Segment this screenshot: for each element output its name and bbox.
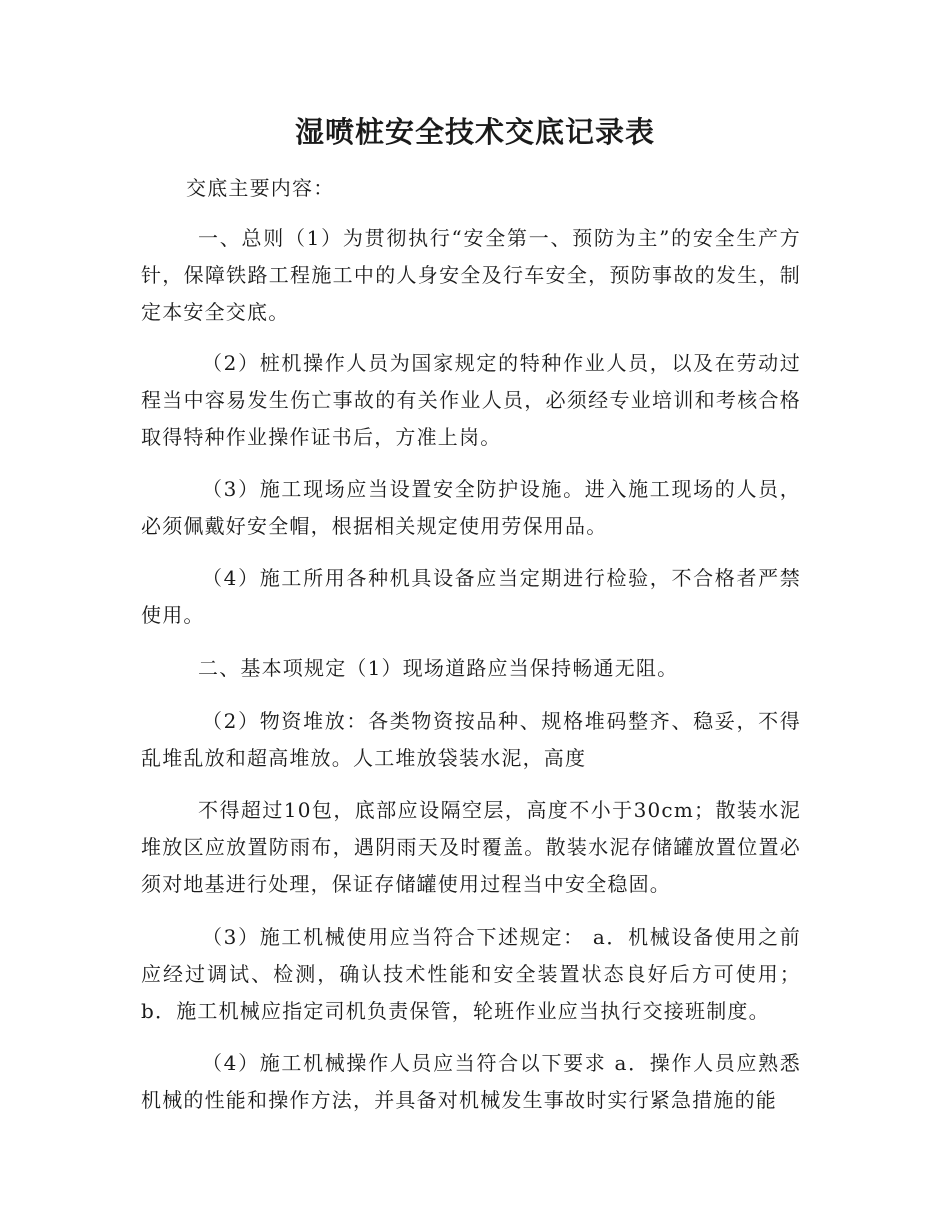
paragraph-basic-4: （4）施工机械操作人员应当符合以下要求 a．操作人员应熟悉机械的性能和操作方法，并具备对机械发生事故时实行紧急措施的能 (141, 1051, 801, 1112)
paragraph-basic-2: （2）物资堆放：各类物资按品种、规格堆码整齐、稳妥，不得乱堆乱放和超高堆放。人工堆放袋装水泥，高度 (141, 709, 801, 770)
paragraph-general-1: 一、总则（1）为贯彻执行“安全第一、预防为主”的安全生产方针，保障铁路工程施工中的人身安全及行车安全，预防事故的发生，制定本安全交底。 (141, 226, 801, 324)
intro-label: 交底主要内容： (186, 176, 335, 200)
paragraph-general-2: （2）桩机操作人员为国家规定的特种作业人员，以及在劳动过程当中容易发生伤亡事故的有关作业人员，必须经专业培训和考核合格取得特种作业操作证书后，方准上岗。 (141, 351, 801, 449)
document-title: 湿喷桩安全技术交底记录表 (294, 115, 655, 149)
paragraph-basic-3: （3）施工机械使用应当符合下述规定： a．机械设备使用之前应经过调试、检测，确认技术性能和安全装置状态良好后方可使用；b．施工机械应指定司机负责保管，轮班作业应当执行交接班制度。 (141, 925, 801, 1023)
paragraph-basic-2-continued: 不得超过10包，底部应设隔空层，高度不小于30cm；散装水泥堆放区应放置防雨布，遇阴雨天及时覆盖。散装水泥存储罐放置位置必须对地基进行处理，保证存储罐使用过程当中安全稳固。 (141, 798, 801, 896)
paragraph-basic-1: 二、基本项规定（1）现场道路应当保持畅通无阻。 (198, 656, 679, 680)
paragraph-general-3: （3）施工现场应当设置安全防护设施。进入施工现场的人员，必须佩戴好安全帽，根据相关规定使用劳保用品。 (141, 477, 801, 538)
paragraph-general-4: （4）施工所用各种机具设备应当定期进行检验，不合格者严禁使用。 (141, 566, 801, 627)
